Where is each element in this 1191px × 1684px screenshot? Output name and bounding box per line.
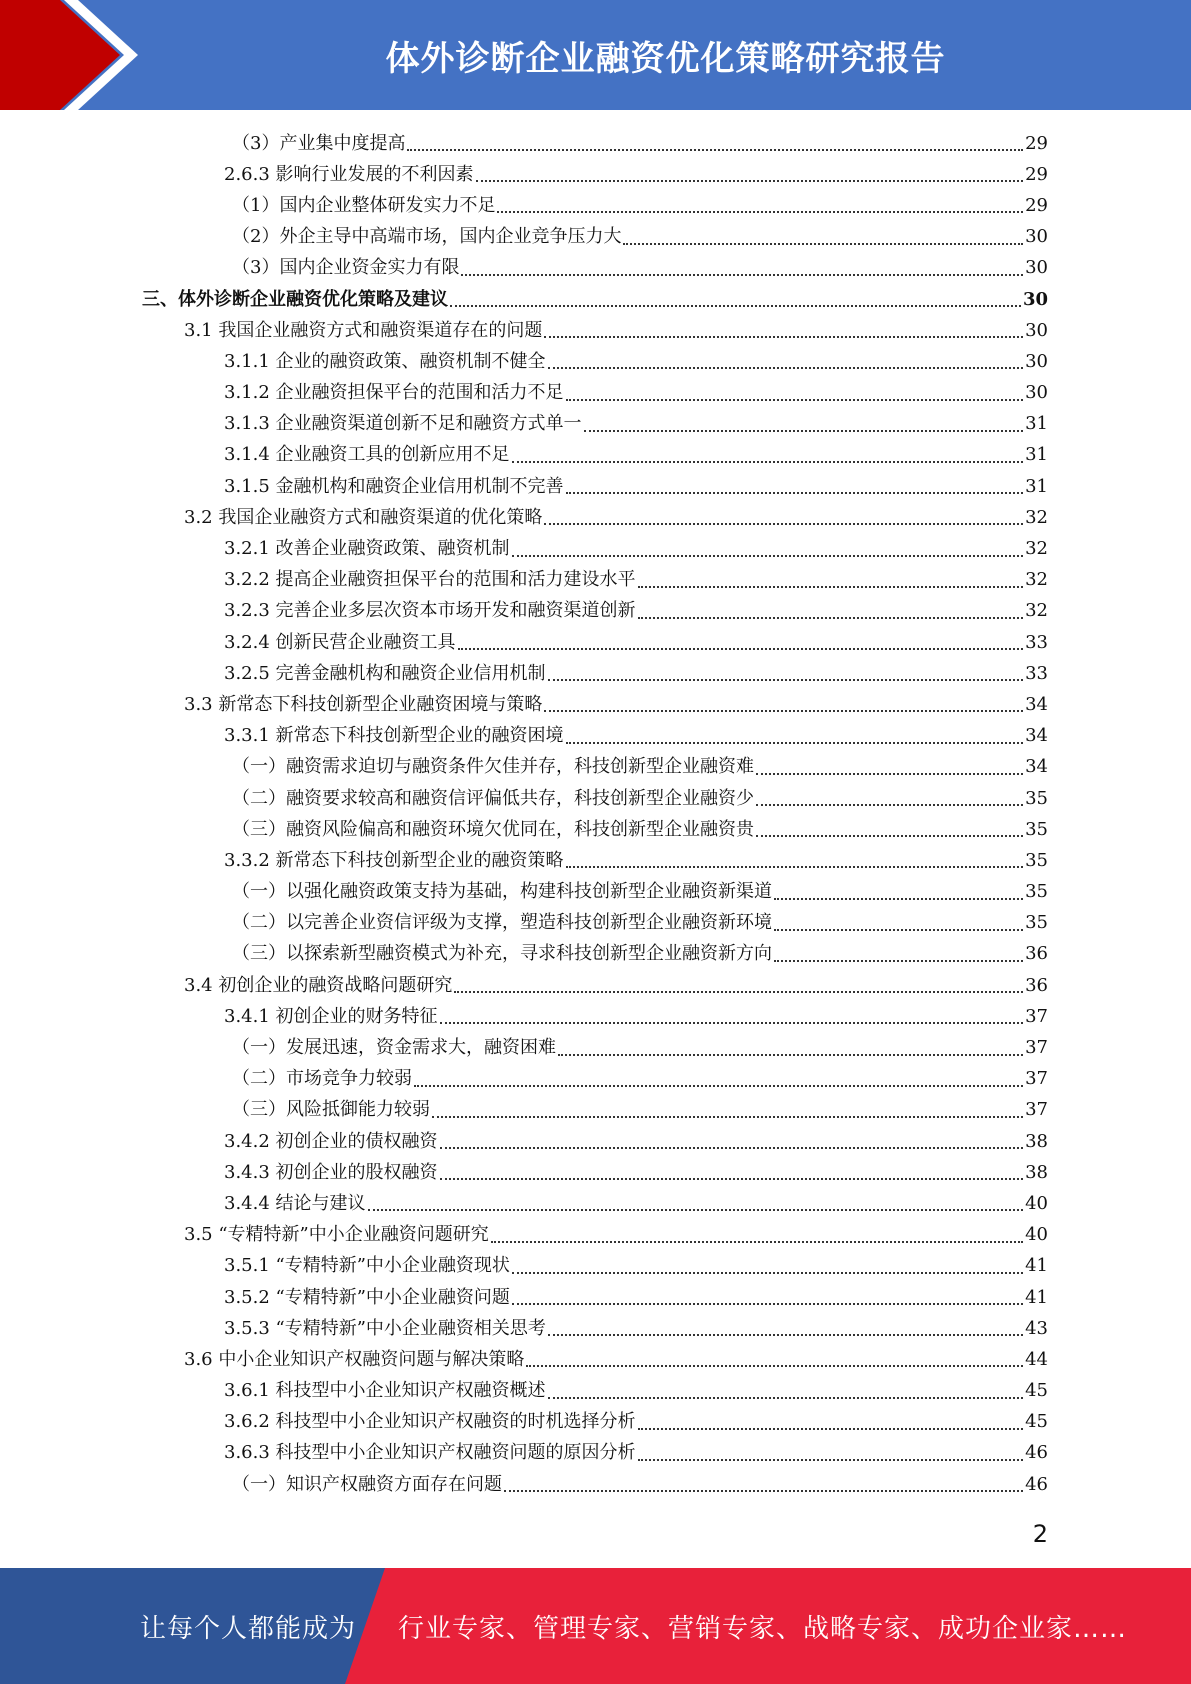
toc-entry[interactable] [0, 1188, 1048, 1219]
toc-entry[interactable] [0, 814, 1048, 845]
toc-entry-page: 41 [1025, 1255, 1048, 1277]
toc-entry-page: 35 [1025, 881, 1048, 903]
toc-entry-page: 46 [1025, 1442, 1048, 1464]
toc-dot-leader [440, 1146, 1024, 1149]
toc-entry[interactable] [0, 908, 1048, 939]
toc-entry-title: 三、体外诊断企业融资优化策略及建议 [142, 288, 448, 310]
toc-entry-title: 3.5.1 “专精特新”中小企业融资现状 [224, 1255, 510, 1277]
toc-dot-leader [566, 398, 1024, 401]
table-of-contents [0, 128, 1191, 1500]
toc-dot-leader [504, 1489, 1023, 1492]
toc-entry-page: 31 [1025, 475, 1048, 497]
toc-entry-title: （二）市场竞争力较弱 [232, 1068, 412, 1090]
toc-dot-leader [512, 1302, 1023, 1305]
toc-entry[interactable] [0, 1064, 1048, 1095]
toc-dot-leader [638, 1427, 1024, 1430]
toc-entry-page: 35 [1025, 787, 1048, 809]
toc-entry[interactable] [0, 440, 1048, 471]
toc-entry[interactable] [0, 845, 1048, 876]
toc-entry[interactable] [0, 1220, 1048, 1251]
toc-entry[interactable] [0, 1344, 1048, 1375]
toc-entry-page: 33 [1025, 662, 1048, 684]
toc-dot-leader [544, 522, 1023, 525]
toc-entry[interactable] [0, 1438, 1048, 1469]
toc-entry[interactable] [0, 315, 1048, 346]
toc-entry[interactable] [0, 409, 1048, 440]
toc-dot-leader [368, 1208, 1024, 1211]
toc-entry[interactable] [0, 1407, 1048, 1438]
toc-entry[interactable] [0, 783, 1048, 814]
toc-entry[interactable] [0, 689, 1048, 720]
toc-entry-title: （三）以探索新型融资模式为补充，寻求科技创新型企业融资新方向 [232, 943, 772, 965]
toc-entry[interactable] [0, 128, 1048, 159]
toc-entry-page: 45 [1025, 1411, 1048, 1433]
toc-entry-title: 3.3.1 新常态下科技创新型企业的融资困境 [224, 725, 564, 747]
toc-entry[interactable] [0, 502, 1048, 533]
toc-dot-leader [566, 491, 1024, 494]
toc-dot-leader [774, 959, 1023, 962]
toc-entry[interactable] [0, 1313, 1048, 1344]
toc-entry-page: 29 [1025, 194, 1048, 216]
toc-dot-leader [756, 834, 1023, 837]
toc-entry[interactable] [0, 222, 1048, 253]
toc-entry-title: 3.1.1 企业的融资政策、融资机制不健全 [224, 350, 546, 372]
toc-dot-leader [638, 1458, 1024, 1461]
toc-entry[interactable] [0, 565, 1048, 596]
toc-entry-title: 3.2.3 完善企业多层次资本市场开发和融资渠道创新 [224, 600, 636, 622]
toc-entry-page: 32 [1025, 538, 1048, 560]
toc-dot-leader [558, 1053, 1023, 1056]
toc-entry[interactable] [0, 721, 1048, 752]
toc-entry[interactable] [0, 1251, 1048, 1282]
toc-dot-leader [774, 928, 1023, 931]
toc-entry-page: 32 [1025, 600, 1048, 622]
toc-dot-leader [454, 990, 1023, 993]
toc-entry[interactable] [0, 471, 1048, 502]
toc-entry[interactable] [0, 1032, 1048, 1063]
toc-entry-title: 3.5.2 “专精特新”中小企业融资问题 [224, 1286, 510, 1308]
toc-entry-page: 40 [1025, 1192, 1048, 1214]
toc-entry-title: 2.6.3 影响行业发展的不利因素 [224, 163, 474, 185]
toc-entry[interactable] [0, 253, 1048, 284]
toc-dot-leader [756, 803, 1023, 806]
toc-entry-page: 31 [1025, 413, 1048, 435]
toc-entry-page: 37 [1025, 1037, 1048, 1059]
toc-entry-page: 44 [1025, 1348, 1048, 1370]
page-header [0, 0, 1191, 110]
toc-entry[interactable] [0, 159, 1048, 190]
toc-entry-page: 40 [1025, 1224, 1048, 1246]
toc-entry[interactable] [0, 190, 1048, 221]
toc-entry-page: 29 [1025, 163, 1048, 185]
toc-entry-title: 3.4 初创企业的融资战略问题研究 [184, 974, 453, 996]
toc-entry[interactable] [0, 596, 1048, 627]
toc-entry-title: （一）发展迅速，资金需求大，融资困难 [232, 1037, 556, 1059]
toc-entry-title: （二）以完善企业资信评级为支撑，塑造科技创新型企业融资新环境 [232, 912, 772, 934]
toc-entry-page: 41 [1025, 1286, 1048, 1308]
toc-entry-title: （1）国内企业整体研发实力不足 [232, 194, 496, 216]
toc-dot-leader [440, 1177, 1024, 1180]
toc-entry[interactable] [0, 378, 1048, 409]
toc-dot-leader [548, 1333, 1023, 1336]
toc-entry-title: （3）产业集中度提高 [232, 132, 406, 154]
toc-entry-title: 3.4.4 结论与建议 [224, 1192, 366, 1214]
toc-entry-title: （三）风险抵御能力较弱 [232, 1099, 430, 1121]
toc-entry-title: 3.1.2 企业融资担保平台的范围和活力不足 [224, 382, 564, 404]
toc-entry-title: 3.1 我国企业融资方式和融资渠道存在的问题 [184, 319, 543, 341]
toc-entry-page: 37 [1025, 1005, 1048, 1027]
toc-entry-title: 3.6 中小企业知识产权融资问题与解决策略 [184, 1348, 525, 1370]
toc-entry[interactable] [0, 1282, 1048, 1313]
toc-entry-title: 3.1.5 金融机构和融资企业信用机制不完善 [224, 475, 564, 497]
toc-entry-title: 3.1.4 企业融资工具的创新应用不足 [224, 444, 510, 466]
toc-entry-title: 3.4.3 初创企业的股权融资 [224, 1161, 438, 1183]
toc-entry-title: （一）以强化融资政策支持为基础，构建科技创新型企业融资新渠道 [232, 881, 772, 903]
toc-entry[interactable] [0, 346, 1048, 377]
toc-entry-title: 3.3 新常态下科技创新型企业融资困境与策略 [184, 693, 543, 715]
toc-dot-leader [756, 772, 1023, 775]
toc-entry[interactable] [0, 533, 1048, 564]
toc-entry[interactable] [0, 627, 1048, 658]
toc-dot-leader [544, 709, 1023, 712]
toc-entry-page: 29 [1025, 132, 1048, 154]
toc-dot-leader [548, 678, 1024, 681]
toc-entry-page: 34 [1025, 725, 1048, 747]
toc-entry[interactable] [0, 1469, 1048, 1500]
toc-dot-leader [440, 1021, 1024, 1024]
toc-entry-page: 30 [1025, 257, 1048, 279]
toc-entry-title: （一）融资需求迫切与融资条件欠佳并存，科技创新型企业融资难 [232, 756, 754, 778]
toc-entry[interactable] [0, 939, 1048, 970]
toc-entry-page: 37 [1025, 1099, 1048, 1121]
toc-entry-title: （2）外企主导中高端市场，国内企业竞争压力大 [232, 226, 622, 248]
toc-entry-title: 3.6.1 科技型中小企业知识产权融资概述 [224, 1380, 546, 1402]
toc-entry-page: 34 [1025, 693, 1048, 715]
toc-dot-leader [432, 1115, 1023, 1118]
toc-entry[interactable] [0, 1126, 1048, 1157]
toc-entry-title: （三）融资风险偏高和融资环境欠优同在，科技创新型企业融资贵 [232, 818, 754, 840]
toc-dot-leader [566, 865, 1024, 868]
toc-dot-leader [774, 897, 1023, 900]
toc-entry[interactable] [0, 1001, 1048, 1032]
toc-entry-page: 30 [1025, 319, 1048, 341]
report-title: 体外诊断企业融资优化策略研究报告 [385, 38, 946, 79]
toc-entry-page: 46 [1025, 1473, 1048, 1495]
toc-entry[interactable] [0, 1095, 1048, 1126]
toc-entry-title: 3.2.4 创新民营企业融资工具 [224, 631, 456, 653]
toc-dot-leader [512, 460, 1024, 463]
toc-entry-page: 45 [1025, 1380, 1048, 1402]
toc-dot-leader [512, 1271, 1023, 1274]
page-footer [0, 1568, 1191, 1684]
toc-entry-title: 3.5 “专精特新”中小企业融资问题研究 [184, 1224, 489, 1246]
toc-entry-title: 3.4.2 初创企业的债权融资 [224, 1130, 438, 1152]
toc-entry-title: 3.4.1 初创企业的财务特征 [224, 1005, 438, 1027]
toc-dot-leader [638, 616, 1024, 619]
toc-entry[interactable] [0, 1376, 1048, 1407]
toc-entry-title: （一）知识产权融资方面存在问题 [232, 1473, 502, 1495]
toc-dot-leader [548, 1396, 1024, 1399]
toc-entry-title: （二）融资要求较高和融资信评偏低共存，科技创新型企业融资少 [232, 787, 754, 809]
toc-entry-page: 38 [1025, 1130, 1048, 1152]
toc-entry-page: 35 [1025, 849, 1048, 871]
toc-dot-leader [407, 148, 1023, 151]
toc-dot-leader [450, 304, 1021, 307]
toc-dot-leader [491, 1240, 1023, 1243]
toc-entry-page: 32 [1025, 506, 1048, 528]
toc-dot-leader [544, 335, 1023, 338]
toc-entry-page: 30 [1025, 382, 1048, 404]
toc-entry-title: 3.2.1 改善企业融资政策、融资机制 [224, 538, 510, 560]
toc-dot-leader [497, 210, 1023, 213]
toc-entry[interactable] [0, 877, 1048, 908]
toc-dot-leader [623, 242, 1023, 245]
toc-entry-title: 3.5.3 “专精特新”中小企业融资相关思考 [224, 1317, 546, 1339]
toc-entry[interactable] [0, 1157, 1048, 1188]
toc-entry-page: 36 [1025, 974, 1048, 996]
toc-entry-page: 37 [1025, 1068, 1048, 1090]
toc-entry[interactable] [0, 970, 1048, 1001]
toc-entry[interactable] [0, 752, 1048, 783]
toc-entry-page: 38 [1025, 1161, 1048, 1183]
toc-entry-title: 3.3.2 新常态下科技创新型企业的融资策略 [224, 849, 564, 871]
toc-entry-title: 3.1.3 企业融资渠道创新不足和融资方式单一 [224, 413, 582, 435]
toc-entry-page: 43 [1025, 1317, 1048, 1339]
toc-dot-leader [476, 179, 1024, 182]
toc-entry-page: 30 [1022, 288, 1048, 310]
toc-dot-leader [526, 1364, 1023, 1367]
toc-dot-leader [512, 554, 1024, 557]
footer-slogan-left: 让每个人都能成为 [140, 1613, 357, 1644]
toc-entry-title: 3.2.2 提高企业融资担保平台的范围和活力建设水平 [224, 569, 636, 591]
toc-entry[interactable] [0, 658, 1048, 689]
toc-entry-title: 3.2 我国企业融资方式和融资渠道的优化策略 [184, 506, 543, 528]
toc-entry-page: 33 [1025, 631, 1048, 653]
toc-entry-page: 35 [1025, 912, 1048, 934]
toc-entry-page: 35 [1025, 818, 1048, 840]
toc-entry-title: 3.6.3 科技型中小企业知识产权融资问题的原因分析 [224, 1442, 636, 1464]
header-chevron-logo [0, 0, 160, 110]
toc-dot-leader [548, 366, 1024, 369]
toc-dot-leader [566, 741, 1024, 744]
toc-entry-page: 30 [1025, 350, 1048, 372]
toc-entry-page: 32 [1025, 569, 1048, 591]
toc-entry-title: （3）国内企业资金实力有限 [232, 257, 460, 279]
toc-dot-leader [461, 273, 1023, 276]
toc-entry-page: 31 [1025, 444, 1048, 466]
toc-entry-title: 3.2.5 完善金融机构和融资企业信用机制 [224, 662, 546, 684]
toc-dot-leader [584, 429, 1024, 432]
toc-dot-leader [458, 647, 1024, 650]
toc-entry-page: 36 [1025, 943, 1048, 965]
toc-entry-page: 34 [1025, 756, 1048, 778]
toc-dot-leader [414, 1084, 1023, 1087]
footer-slogan-right: 行业专家、管理专家、营销专家、战略专家、成功企业家…… [398, 1613, 1128, 1644]
page-number: 2 [1032, 1520, 1048, 1548]
toc-entry[interactable] [0, 284, 1048, 315]
toc-entry-title: 3.6.2 科技型中小企业知识产权融资的时机选择分析 [224, 1411, 636, 1433]
toc-dot-leader [638, 585, 1024, 588]
toc-entry-page: 30 [1025, 226, 1048, 248]
